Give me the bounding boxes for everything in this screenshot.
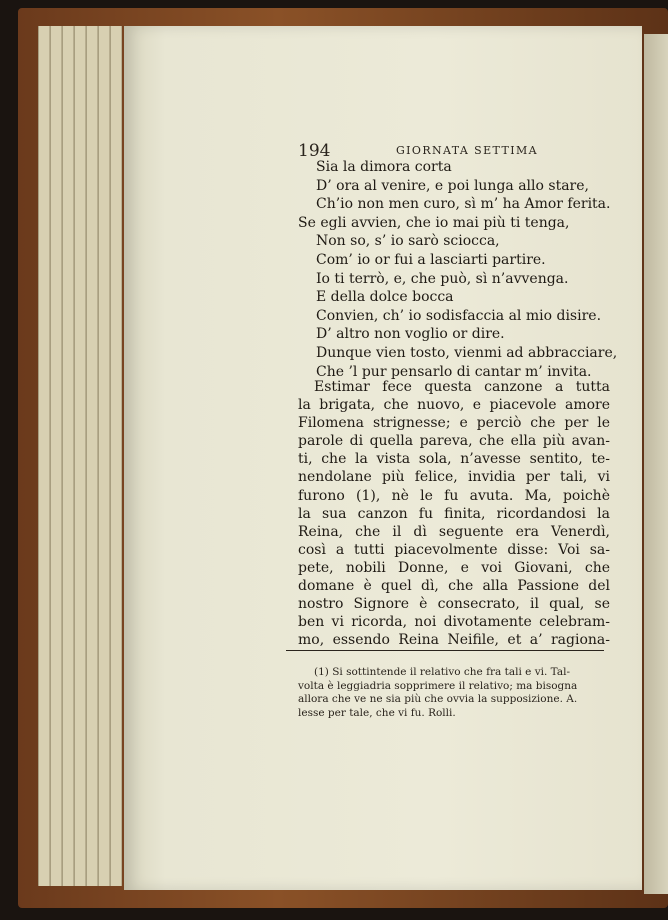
verse-line: Se egli avvien, che io mai più ti tenga, bbox=[298, 214, 570, 231]
prose-line: nendolane più felice, invidia per tali, vi bbox=[298, 469, 610, 486]
verse-line: D’ altro non voglio or dire. bbox=[316, 326, 505, 343]
prose-line: Filomena strignesse; e perciò che per le bbox=[298, 415, 610, 432]
verse-line: Che ’l pur pensarlo di cantar m’ invita. bbox=[316, 363, 592, 380]
verse-line: Sia la dimora corta bbox=[316, 159, 452, 175]
prose-line: nostro Signore è consecrato, il qual, se bbox=[298, 596, 610, 613]
footnote-line: lesse per tale, che vi fu. Rolli. bbox=[298, 706, 456, 719]
footnote-line: volta è leggiadria sopprimere il relativo; ma bisogna bbox=[298, 679, 578, 692]
prose-line: Estimar fece questa canzone a tutta bbox=[314, 379, 610, 395]
verse-line: Com’ io or fui a lasciarti partire. bbox=[316, 251, 546, 268]
page-edge bbox=[110, 26, 122, 886]
running-title: GIORNATA SETTIMA bbox=[396, 144, 538, 157]
footnote-line: (1) Si sottintende il relativo che fra tali e vi. Tal- bbox=[314, 666, 571, 678]
prose-line: domane è quel dì, che alla Passione del bbox=[298, 578, 610, 595]
page-edge bbox=[98, 26, 110, 886]
prose-paragraph bbox=[298, 378, 610, 649]
page-edge bbox=[74, 26, 86, 886]
prose-line: ti, che la vista sola, n’avesse sentito, te- bbox=[298, 451, 610, 468]
page-edge bbox=[38, 26, 50, 886]
verse-block bbox=[296, 158, 616, 381]
prose-line: ben vi ricorda, noi divotamente celebram- bbox=[298, 614, 610, 631]
verse-line: Dunque vien tosto, vienmi ad abbracciare, bbox=[316, 344, 618, 361]
verse-line: Convien, ch’ io sodisfaccia al mio disire. bbox=[316, 307, 602, 324]
footnote-line: allora che ve ne sia più che ovvia la supposizione. A. bbox=[298, 693, 578, 705]
page-number: 194 bbox=[298, 141, 331, 161]
prose-line: la brigata, che nuovo, e piacevole amore bbox=[298, 397, 610, 414]
prose-line: la sua canzon fu finita, ricordandosi la bbox=[298, 505, 610, 522]
prose-line: Reina, che il dì seguente era Venerdì, bbox=[298, 523, 610, 540]
footnote bbox=[298, 666, 610, 720]
prose-line: furono (1), nè le fu avuta. Ma, poichè bbox=[298, 487, 610, 504]
prose-line: parole di quella pareva, che ella più avan- bbox=[298, 433, 610, 450]
verse-line: E della dolce bocca bbox=[316, 289, 454, 306]
facing-page-edge bbox=[644, 34, 668, 894]
verse-line: Non so, s’ io sarò sciocca, bbox=[316, 233, 500, 250]
prose-line: pete, nobili Donne, e voi Giovani, che bbox=[298, 559, 610, 576]
prose-line: così a tutti piacevolmente disse: Voi sa- bbox=[298, 541, 610, 558]
page-edge bbox=[62, 26, 74, 886]
footnote-rule bbox=[286, 650, 604, 651]
page-edge bbox=[50, 26, 62, 886]
page-edge bbox=[86, 26, 98, 886]
verse-line: D’ ora al venire, e poi lunga allo stare, bbox=[316, 177, 589, 194]
verse-line: Ch’io non men curo, sì m’ ha Amor ferita. bbox=[316, 196, 611, 213]
verse-line: Io ti terrò, e, che può, sì n’avvenga. bbox=[316, 270, 569, 287]
prose-line: mo, essendo Reina Neifile, et a’ ragiona- bbox=[298, 632, 610, 649]
